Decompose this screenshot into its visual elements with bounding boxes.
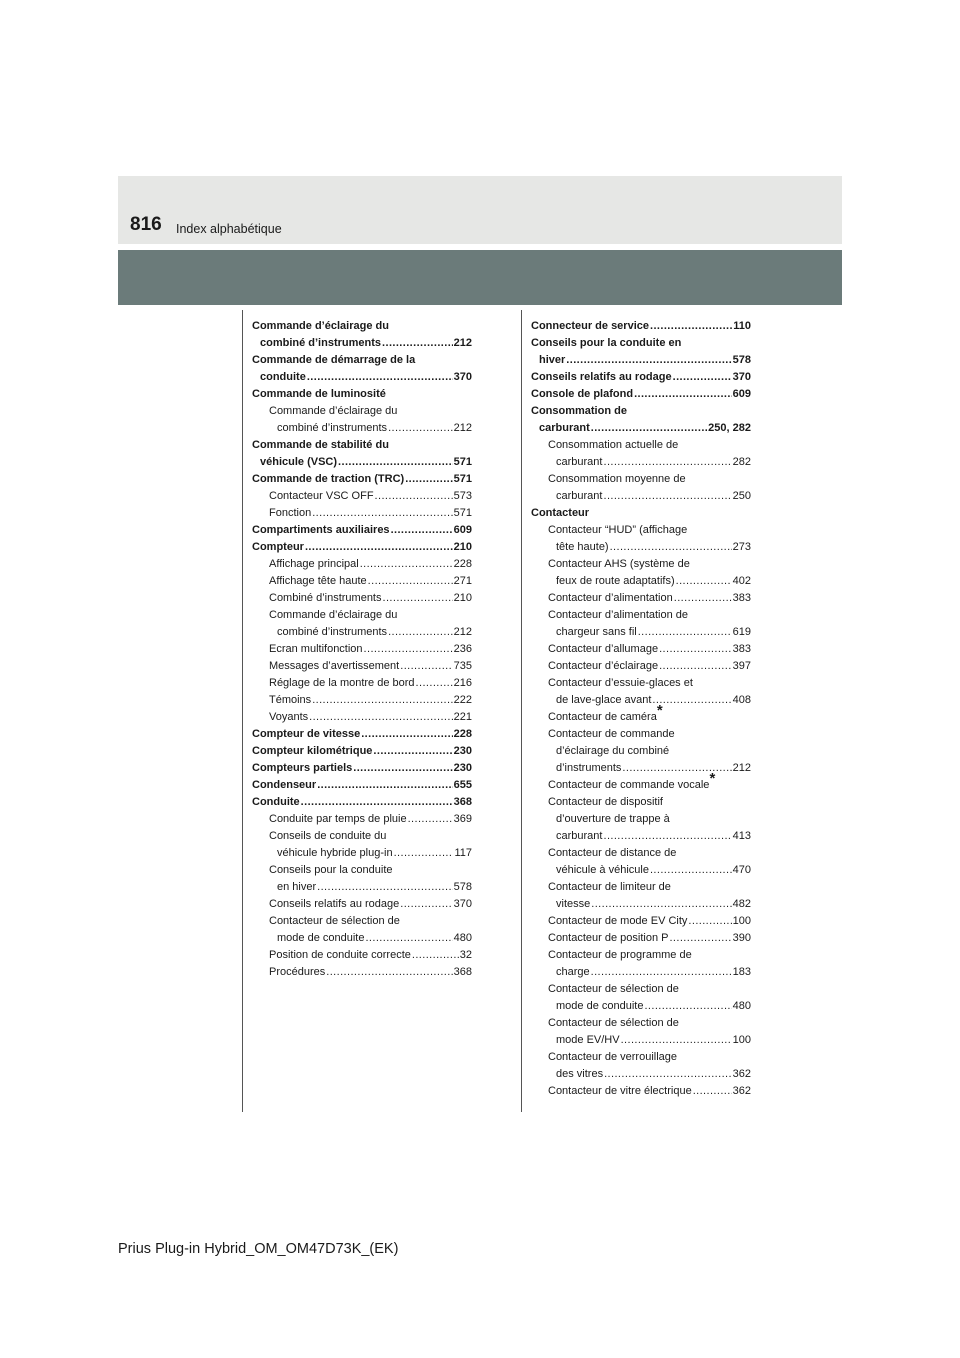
index-entry — [252, 930, 472, 947]
index-entry-page: 609 — [732, 388, 751, 400]
index-entry-page: 413 — [732, 830, 751, 842]
index-entry-page: 282 — [732, 456, 751, 468]
index-entry-text: Contacteur d’allumage — [548, 643, 659, 655]
index-entry-page: 480 — [732, 1000, 751, 1012]
index-entry-text: combiné d’instruments — [260, 337, 382, 349]
index-entry — [531, 828, 751, 845]
dot-leader — [566, 352, 731, 369]
index-entry — [531, 641, 751, 658]
index-entry-text: Commande d’éclairage du — [252, 320, 389, 332]
index-entry-page: 212 — [732, 762, 751, 774]
index-entry — [531, 845, 751, 862]
dot-leader — [669, 930, 731, 947]
index-entry-page: 571 — [453, 456, 472, 468]
index-entry-text: tête haute) — [556, 541, 609, 553]
index-entry — [531, 369, 751, 386]
dot-leader — [312, 692, 452, 709]
index-entry-text: Condenseur — [252, 779, 317, 791]
index-entry-text: Réglage de la montre de bord — [269, 677, 415, 689]
index-entry — [531, 335, 751, 352]
index-entry-text: Commande de stabilité du — [252, 439, 389, 451]
index-entry-text: Contacteur de position P — [548, 932, 669, 944]
index-entry-page: 273 — [732, 541, 751, 553]
index-entry-text: carburant — [556, 456, 603, 468]
index-entry-text: véhicule à véhicule — [556, 864, 649, 876]
index-entry — [252, 828, 472, 845]
index-entry — [252, 811, 472, 828]
index-entry-text: Contacteur d’essuie-glaces et — [548, 677, 693, 689]
index-entry — [252, 777, 472, 794]
index-entry — [531, 1032, 751, 1049]
column-divider-left — [242, 310, 243, 1112]
index-entry — [252, 488, 472, 505]
index-entry — [531, 522, 751, 539]
index-entry — [252, 522, 472, 539]
index-entry — [252, 726, 472, 743]
dot-leader — [317, 879, 453, 896]
dot-leader — [400, 658, 452, 675]
dot-leader — [360, 556, 453, 573]
index-entry — [252, 862, 472, 879]
index-entry-text: d’ouverture de trappe à — [556, 813, 670, 825]
index-entry-page: 735 — [453, 660, 472, 672]
footnote-star: * — [656, 702, 663, 719]
index-entry-page: 216 — [453, 677, 472, 689]
index-entry-page: 250, 282 — [708, 422, 751, 434]
dot-leader — [412, 947, 459, 964]
index-entry — [531, 556, 751, 573]
index-entry-text: Contacteur AHS (système de — [548, 558, 690, 570]
index-entry-page: 370 — [453, 371, 472, 383]
index-entry-text: Consommation moyenne de — [548, 473, 686, 485]
index-entry-text: Consommation de — [531, 405, 627, 417]
index-entry — [531, 505, 751, 522]
dot-leader — [644, 998, 731, 1015]
index-entry-page: 390 — [732, 932, 751, 944]
index-entry-text: Contacteur de verrouillage — [548, 1051, 678, 1063]
dot-leader — [659, 658, 732, 675]
index-entry — [531, 386, 751, 403]
index-entry-page: 397 — [732, 660, 751, 672]
index-entry — [531, 743, 751, 760]
dot-leader — [361, 726, 452, 743]
dot-leader — [659, 641, 732, 658]
index-entry — [531, 624, 751, 641]
index-entry-text: Commande de luminosité — [252, 388, 386, 400]
index-entry-text: Contacteur d’alimentation — [548, 592, 673, 604]
footer-doc-id: Prius Plug-in Hybrid_OM_OM47D73K_(EK) — [118, 1241, 399, 1257]
index-entry — [252, 964, 472, 981]
index-entry-text: charge — [556, 966, 590, 978]
index-entry-text: Contacteur de sélection de — [269, 915, 400, 927]
index-entry-text: Conseils pour la conduite en — [531, 337, 682, 349]
index-entry-text: Conseils de conduite du — [269, 830, 387, 842]
index-entry-page: 402 — [732, 575, 751, 587]
index-entry — [252, 403, 472, 420]
index-entry-text: Commande d’éclairage du — [269, 405, 398, 417]
index-entry — [531, 947, 751, 964]
index-entry — [252, 760, 472, 777]
index-entry-page: 480 — [453, 932, 472, 944]
index-entry-text: des vitres — [556, 1068, 604, 1080]
dot-leader — [301, 794, 453, 811]
index-entry — [252, 607, 472, 624]
index-entry-page: 222 — [453, 694, 472, 706]
column-divider-right — [521, 310, 522, 1112]
index-entry — [252, 692, 472, 709]
index-entry-page: 578 — [732, 354, 751, 366]
index-entry — [531, 913, 751, 930]
index-entry-text: Contacteur de programme de — [548, 949, 692, 961]
index-entry-text: carburant — [556, 490, 603, 502]
index-entry-page: 368 — [453, 966, 472, 978]
index-entry — [531, 573, 751, 590]
dot-leader — [391, 522, 453, 539]
index-entry — [252, 454, 472, 471]
dot-leader — [591, 896, 731, 913]
index-entry-page: 250 — [732, 490, 751, 502]
dot-leader — [652, 692, 731, 709]
index-entry-page: 210 — [453, 541, 472, 553]
index-column-left — [252, 318, 472, 981]
index-entry — [531, 403, 751, 420]
index-entry-page: 210 — [453, 592, 472, 604]
dot-leader — [317, 777, 452, 794]
index-entry-text: Contacteur de dispositif — [548, 796, 663, 808]
index-entry — [252, 879, 472, 896]
page-title: Index alphabétique — [176, 222, 282, 236]
dot-leader — [309, 709, 453, 726]
index-entry-text: Contacteur de commande vocale — [548, 779, 710, 791]
dot-leader — [673, 369, 732, 386]
index-entry — [252, 896, 472, 913]
index-entry — [531, 879, 751, 896]
index-entry — [252, 335, 472, 352]
dot-leader — [621, 1032, 732, 1049]
dot-leader — [634, 386, 732, 403]
index-entry — [531, 471, 751, 488]
index-entry-text: combiné d’instruments — [277, 626, 388, 638]
index-entry — [531, 437, 751, 454]
index-entry-text: carburant — [539, 422, 590, 434]
index-entry-text: Ecran multifonction — [269, 643, 363, 655]
index-entry-text: carburant — [556, 830, 603, 842]
index-entry-text: hiver — [539, 354, 566, 366]
index-entry — [252, 709, 472, 726]
dot-leader — [338, 454, 453, 471]
index-entry — [531, 607, 751, 624]
index-entry — [252, 743, 472, 760]
index-entry-page: 619 — [732, 626, 751, 638]
dot-leader — [373, 743, 452, 760]
index-entry-text: Compartiments auxiliaires — [252, 524, 390, 536]
index-entry-page: 228 — [453, 728, 472, 740]
index-entry-text: Affichage tête haute — [269, 575, 367, 587]
dot-leader — [394, 845, 454, 862]
index-entry — [531, 1049, 751, 1066]
index-entry-text: combiné d’instruments — [277, 422, 388, 434]
dot-leader — [688, 913, 731, 930]
index-entry — [252, 624, 472, 641]
index-entry-text: Compteurs partiels — [252, 762, 353, 774]
index-entry-page: 368 — [453, 796, 472, 808]
index-entry-text: Contacteur VSC OFF — [269, 490, 374, 502]
index-entry-page: 221 — [453, 711, 472, 723]
footnote-star: * — [709, 770, 716, 787]
index-entry — [252, 505, 472, 522]
index-entry — [531, 1083, 751, 1100]
index-entry — [252, 658, 472, 675]
index-column-right — [531, 318, 751, 1100]
index-entry-text: Console de plafond — [531, 388, 634, 400]
dot-leader — [603, 828, 731, 845]
dot-leader — [405, 471, 452, 488]
dot-leader — [365, 930, 452, 947]
dot-leader — [416, 675, 453, 692]
index-entry — [531, 318, 751, 335]
index-entry-text: Compteur — [252, 541, 304, 553]
index-entry — [531, 454, 751, 471]
index-entry-text: Contacteur d’alimentation de — [548, 609, 689, 621]
index-entry — [531, 770, 751, 794]
index-entry-text: Voyants — [269, 711, 309, 723]
index-entry — [531, 981, 751, 998]
dot-leader — [305, 539, 453, 556]
dot-leader — [674, 590, 732, 607]
index-entry — [531, 488, 751, 505]
index-entry — [252, 845, 472, 862]
index-entry-page: 571 — [453, 473, 472, 485]
index-entry — [531, 862, 751, 879]
index-entry-page: 100 — [732, 915, 751, 927]
dot-leader — [408, 811, 453, 828]
index-entry — [252, 556, 472, 573]
index-entry-text: Conseils relatifs au rodage — [269, 898, 400, 910]
index-entry — [252, 641, 472, 658]
index-entry-page: 212 — [453, 626, 472, 638]
index-entry-text: conduite — [260, 371, 306, 383]
index-entry — [252, 318, 472, 335]
index-entry-page: 482 — [732, 898, 751, 910]
index-entry-text: Commande de démarrage de la — [252, 354, 416, 366]
index-entry — [531, 794, 751, 811]
index-entry — [531, 726, 751, 743]
index-entry-page: 32 — [459, 949, 472, 961]
index-entry-page: 470 — [732, 864, 751, 876]
index-entry-text: en hiver — [277, 881, 317, 893]
index-entry — [531, 760, 751, 777]
dot-leader — [388, 624, 453, 641]
index-entry-text: Contacteur de caméra — [548, 711, 657, 723]
index-entry-page: 573 — [453, 490, 472, 502]
index-entry-page: 571 — [453, 507, 472, 519]
index-entry-text: d’éclairage du combiné — [556, 745, 670, 757]
index-entry-text: feux de route adaptatifs) — [556, 575, 675, 587]
index-entry — [252, 437, 472, 454]
dot-leader — [312, 505, 452, 522]
index-entry — [252, 539, 472, 556]
dot-leader — [650, 862, 732, 879]
index-entry — [252, 590, 472, 607]
index-entry-text: Conseils pour la conduite — [269, 864, 393, 876]
index-entry-text: Contacteur d’éclairage — [548, 660, 659, 672]
index-entry-text: Contacteur de distance de — [548, 847, 677, 859]
index-entry-text: de lave-glace avant — [556, 694, 652, 706]
index-entry-page: 655 — [453, 779, 472, 791]
index-entry-text: chargeur sans fil — [556, 626, 637, 638]
index-entry — [531, 702, 751, 726]
index-entry-text: Conseils relatifs au rodage — [531, 371, 672, 383]
index-entry-text: mode de conduite — [556, 1000, 644, 1012]
index-entry-page: 236 — [453, 643, 472, 655]
index-entry-text: Contacteur de commande — [548, 728, 675, 740]
dot-leader — [364, 641, 453, 658]
index-entry-text: d’instruments — [556, 762, 622, 774]
index-entry-text: Conduite par temps de pluie — [269, 813, 407, 825]
index-entry — [252, 573, 472, 590]
index-entry-text: véhicule hybride plug-in — [277, 847, 393, 859]
index-entry-text: Commande d’éclairage du — [269, 609, 398, 621]
index-entry — [531, 420, 751, 437]
dot-leader — [368, 573, 453, 590]
index-entry — [531, 675, 751, 692]
index-entry-text: mode EV/HV — [556, 1034, 620, 1046]
index-entry-text: Fonction — [269, 507, 312, 519]
dot-leader — [388, 420, 453, 437]
index-entry — [531, 811, 751, 828]
index-entry — [252, 471, 472, 488]
index-entry-text: Consommation actuelle de — [548, 439, 679, 451]
index-entry — [531, 998, 751, 1015]
index-entry — [531, 896, 751, 913]
index-entry-text: Contacteur de sélection de — [548, 1017, 679, 1029]
dot-leader — [383, 590, 453, 607]
index-entry-page: 100 — [732, 1034, 751, 1046]
index-entry-text: Commande de traction (TRC) — [252, 473, 405, 485]
index-entry-text: Affichage principal — [269, 558, 359, 570]
index-entry-page: 230 — [453, 745, 472, 757]
index-entry — [531, 590, 751, 607]
index-entry — [531, 1066, 751, 1083]
index-entry — [252, 675, 472, 692]
index-entry-page: 110 — [733, 320, 751, 332]
page-number: 816 — [130, 214, 162, 235]
index-entry — [531, 964, 751, 981]
index-entry-page: 578 — [453, 881, 472, 893]
section-band — [118, 250, 842, 305]
dot-leader — [603, 488, 731, 505]
dot-leader — [400, 896, 452, 913]
dot-leader — [676, 573, 732, 590]
dot-leader — [591, 420, 707, 437]
index-entry — [531, 1015, 751, 1032]
index-entry-text: véhicule (VSC) — [260, 456, 338, 468]
index-entry-text: Contacteur de mode EV City — [548, 915, 688, 927]
index-entry — [252, 913, 472, 930]
index-entry — [531, 658, 751, 675]
index-entry — [252, 386, 472, 403]
index-entry-page: 383 — [732, 592, 751, 604]
dot-leader — [603, 454, 731, 471]
index-entry-text: Procédures — [269, 966, 326, 978]
index-entry-page: 362 — [732, 1085, 751, 1097]
index-entry-text: Messages d’avertissement — [269, 660, 400, 672]
index-entry-page: 369 — [453, 813, 472, 825]
index-entry-page: 212 — [453, 422, 472, 434]
index-entry-text: Contacteur de sélection de — [548, 983, 679, 995]
index-entry-page: 183 — [732, 966, 751, 978]
index-entry-page: 230 — [453, 762, 472, 774]
index-entry — [252, 420, 472, 437]
index-entry-page: 362 — [732, 1068, 751, 1080]
index-entry — [252, 947, 472, 964]
index-entry — [531, 692, 751, 709]
dot-leader — [375, 488, 453, 505]
index-entry-page: 370 — [732, 371, 751, 383]
index-entry-text: Témoins — [269, 694, 312, 706]
dot-leader — [693, 1083, 732, 1100]
dot-leader — [638, 624, 732, 641]
index-entry-text: Position de conduite correcte — [269, 949, 411, 961]
index-entry-text: Compteur kilométrique — [252, 745, 373, 757]
index-entry — [531, 539, 751, 556]
dot-leader — [353, 760, 452, 777]
index-entry — [252, 369, 472, 386]
index-entry — [531, 352, 751, 369]
index-entry-text: Combiné d’instruments — [269, 592, 382, 604]
index-entry-text: Contacteur de vitre électrique — [548, 1085, 692, 1097]
dot-leader — [591, 964, 732, 981]
index-entry-text: Compteur de vitesse — [252, 728, 361, 740]
index-entry-page: 271 — [453, 575, 472, 587]
dot-leader — [326, 964, 452, 981]
index-entry-text: Contacteur — [531, 507, 590, 519]
dot-leader — [650, 318, 732, 335]
dot-leader — [604, 1066, 732, 1083]
index-entry — [531, 930, 751, 947]
index-entry-page: 408 — [732, 694, 751, 706]
index-entry-text: mode de conduite — [277, 932, 365, 944]
index-entry-page: 212 — [453, 337, 472, 349]
index-entry-page: 609 — [453, 524, 472, 536]
index-entry-text: Contacteur “HUD” (affichage — [548, 524, 688, 536]
index-entry-page: 383 — [732, 643, 751, 655]
index-entry-page: 228 — [453, 558, 472, 570]
index-entry-text: Conduite — [252, 796, 300, 808]
index-entry-page: 117 — [454, 847, 472, 859]
index-entry — [252, 352, 472, 369]
index-entry — [252, 794, 472, 811]
dot-leader — [382, 335, 453, 352]
dot-leader — [307, 369, 453, 386]
index-entry-text: vitesse — [556, 898, 591, 910]
index-entry-text: Contacteur de limiteur de — [548, 881, 671, 893]
index-entry-text: Connecteur de service — [531, 320, 649, 332]
index-entry-page: 370 — [453, 898, 472, 910]
dot-leader — [610, 539, 732, 556]
